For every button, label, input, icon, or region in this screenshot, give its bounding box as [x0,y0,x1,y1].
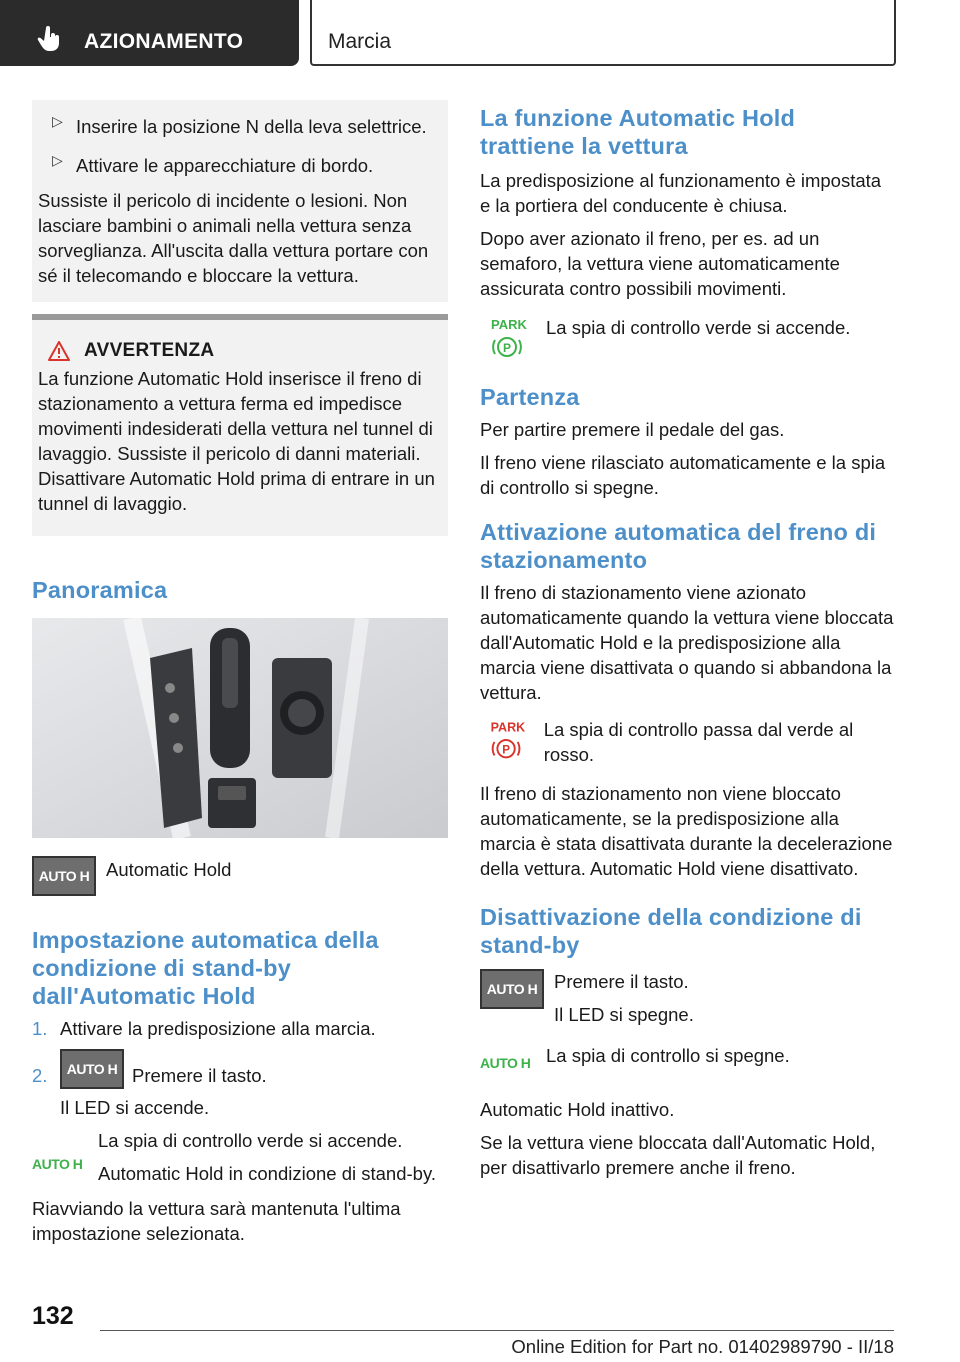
list-item [32,1016,448,1041]
info-box [32,100,448,302]
auto-h-press-legend [480,969,896,1027]
auto-h-lamp-icon: AUTO H [32,1156,83,1172]
warning-text: La funzione Automatic Hold inserisce il freno di stazionamento a vettura ferma ed impedisce movimenti indesiderati della vettura nel tunnel di lavaggio. Sussiste il pericolo di danni materiali. Disattivare Automatic Hold prima di entrare in un tunnel di lavaggio. [38,368,435,514]
bullet-text: Inserire la posizione N della leva selettrice. [76,116,427,137]
right-column [480,104,896,1180]
partenza-p2: Il freno viene rilasciato automaticamente e la spia di controllo si spegne. [480,452,886,498]
led-off-text: Il LED si spegne. [554,1004,694,1025]
lamp-text-1: La spia di controllo verde si accende. [98,1130,403,1151]
triangle-bullet-icon: ▷ [52,113,63,129]
auto-h-legend [32,856,448,896]
final-text: Se la vettura viene bloccata dall'Automatic Hold, per disattivarlo premere anche il freno. [480,1132,876,1178]
park-label: PARK [490,720,526,735]
svg-text:P: P [503,341,512,355]
center-console-illustration [32,618,448,838]
warning-title-row [48,340,440,362]
warning-title: AVVERTENZA [84,340,215,361]
hold-heading: La funzione Automatic Hold trattiene la vettura [480,105,796,159]
hold-p2: Dopo aver azionato il freno, per es. ad un semaforo, la vettura viene automaticamente assicurata contro possibili movimenti. [480,228,840,299]
edition-text: Online Edition for Part no. 01402989790 - II/18 [511,1336,894,1357]
park-red-lamp-icon [480,717,544,763]
box-text: Sussiste il pericolo di incidente o lesioni. Non lasciare bambini o animali nella vettura senza sorveglianza. All'uscita dalla vettura portare con sé il telecomando e bloccare la vettura. [38,190,429,286]
attivazione-p2: Il freno di stazionamento non viene bloccato automaticamente, se la predisposizione alla marcia è stata disattivata durante la decelerazione della vettura. Automatic Hold viene disattivato. [480,783,893,879]
step-text: Premere il tasto. [132,1065,267,1086]
lamp-off-text: La spia di controllo si spegne. [546,1045,790,1066]
lamp-off-legend [480,1043,896,1071]
list-item [38,145,440,184]
auto-h-lamp-icon: AUTO H [480,1055,531,1071]
led-on-text: Il LED si accende. [60,1097,210,1118]
park-green-legend [480,315,896,361]
park-label: PARK [491,317,527,332]
attivazione-heading: Attivazione automatica del freno di stazionamento [480,519,877,573]
page-number: 132 [32,1302,74,1330]
press-key-text: Premere il tasto. [554,971,689,992]
lamp-text-2: Automatic Hold in condizione di stand-by. [98,1163,436,1184]
park-green-lamp-icon [480,315,546,361]
park-red-text: La spia di controllo passa dal verde al rosso. [543,719,854,765]
list-item [38,106,440,145]
section-label: AZIONAMENTO [84,30,244,53]
list-item [32,1049,448,1089]
left-column [32,100,448,1246]
svg-text:P: P [502,744,510,757]
chapter-title: Marcia [328,30,392,53]
hold-p1: La predisposizione al funzionamento è impostata e la portiera del conducente è chiusa. [480,170,882,216]
restart-text: Riavviando la vettura sarà mantenuta l'ultima impostazione selezionata. [32,1198,401,1244]
step-number: 1. [32,1018,48,1039]
lamp-legend [32,1128,448,1186]
partenza-heading: Partenza [480,384,580,410]
park-green-text: La spia di controllo verde si accende. [546,317,851,338]
section-tab [0,0,299,66]
disattivazione-heading: Disattivazione della condizione di stand-by [480,904,862,958]
auto-h-button-icon: AUTO H [480,969,544,1009]
attivazione-p1: Il freno di stazionamento viene azionato automaticamente quando la vettura viene bloccata dall'Automatic Hold e la predisposizione alla marcia viene disattivata o quando si abbandona la vettura. [480,582,894,703]
inactive-text: Automatic Hold inattivo. [480,1099,675,1120]
triangle-bullet-icon: ▷ [52,152,63,168]
step-number: 2. [32,1065,48,1086]
chapter-header [310,0,896,66]
footer-divider [100,1330,894,1331]
panoramica-heading: Panoramica [32,577,168,603]
auto-h-button-icon: AUTO H [60,1049,124,1089]
auto-h-caption: Automatic Hold [106,859,232,880]
bullet-text: Attivare le apparecchiature di bordo. [76,155,374,176]
warning-box [32,314,448,536]
partenza-p1: Per partire premere il pedale del gas. [480,419,785,440]
warning-triangle-icon [48,341,70,361]
park-red-legend [480,717,896,767]
standby-heading: Impostazione automatica della condizione di stand-by dall'Automatic Hold [32,927,379,1009]
auto-h-button-icon: AUTO H [32,856,96,896]
steps-list [32,1016,448,1089]
pointing-hand-icon [37,26,63,52]
step-text: Attivare la predisposizione alla marcia. [60,1018,376,1039]
center-console-photo [32,618,448,838]
